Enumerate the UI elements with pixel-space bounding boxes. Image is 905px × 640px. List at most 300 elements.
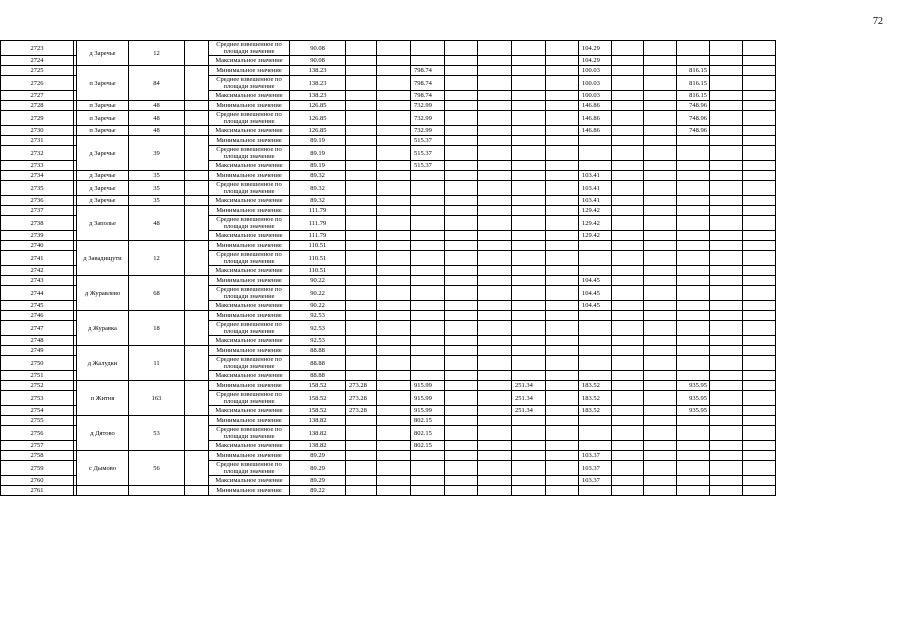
empty-cell	[346, 451, 377, 461]
empty-cell	[377, 241, 411, 251]
empty-cell	[644, 346, 677, 356]
empty-cell	[579, 311, 612, 321]
value-type-label: Минимальное значение	[209, 66, 290, 76]
value-type-label: Среднее взвешенное по площади значение	[209, 356, 290, 371]
settlement-name: п Заречье	[77, 111, 129, 126]
count-cell: 68	[129, 276, 185, 311]
empty-cell	[512, 146, 546, 161]
empty-cell	[677, 311, 710, 321]
value-cell: 90.22	[290, 286, 346, 301]
spacer-cell	[74, 56, 77, 66]
empty-cell	[612, 461, 644, 476]
empty-cell	[546, 101, 579, 111]
empty-cell	[612, 266, 644, 276]
empty-cell	[411, 461, 445, 476]
row-number: 2726	[1, 76, 74, 91]
table-row	[1, 381, 808, 391]
empty-cell	[411, 196, 445, 206]
empty-cell	[612, 356, 644, 371]
empty-cell	[346, 66, 377, 76]
settlement-name: п Заречье	[77, 66, 129, 101]
empty-cell	[743, 336, 776, 346]
settlement-name: д Журавка	[77, 311, 129, 346]
value-cell: 748.96	[677, 101, 710, 111]
empty-cell	[710, 196, 743, 206]
value-cell: 798.74	[411, 76, 445, 91]
value-type-label: Среднее взвешенное по площади значение	[209, 146, 290, 161]
row-number: 2732	[1, 146, 74, 161]
empty-cell	[644, 356, 677, 371]
count-cell: 84	[129, 66, 185, 101]
settlement-name	[77, 486, 129, 496]
empty-cell	[644, 441, 677, 451]
empty-cell	[546, 126, 579, 136]
settlement-name: д Заречье	[77, 181, 129, 196]
value-type-label: Среднее взвешенное по площади значение	[209, 391, 290, 406]
empty-cell	[411, 206, 445, 216]
empty-cell	[445, 91, 478, 101]
empty-cell	[743, 241, 776, 251]
empty-cell	[677, 441, 710, 451]
empty-cell	[677, 286, 710, 301]
row-number: 2748	[1, 336, 74, 346]
empty-cell	[710, 41, 743, 56]
empty-cell	[445, 41, 478, 56]
empty-cell	[512, 476, 546, 486]
empty-cell	[546, 381, 579, 391]
value-cell: 158.52	[290, 391, 346, 406]
value-type-label: Максимальное значение	[209, 371, 290, 381]
empty-cell	[710, 171, 743, 181]
value-cell: 103.41	[579, 171, 612, 181]
empty-cell	[445, 206, 478, 216]
empty-cell	[346, 231, 377, 241]
empty-cell	[743, 476, 776, 486]
empty-cell	[677, 206, 710, 216]
empty-cell	[612, 66, 644, 76]
value-cell: 89.32	[290, 196, 346, 206]
value-cell: 100.03	[579, 76, 612, 91]
empty-cell	[445, 76, 478, 91]
empty-cell	[644, 171, 677, 181]
empty-cell	[346, 91, 377, 101]
empty-cell	[644, 146, 677, 161]
count-cell: 12	[129, 241, 185, 276]
empty-cell	[546, 426, 579, 441]
empty-cell	[478, 391, 512, 406]
empty-cell	[478, 251, 512, 266]
empty-cell	[411, 171, 445, 181]
empty-cell	[579, 441, 612, 451]
empty-cell	[546, 416, 579, 426]
empty-cell	[743, 356, 776, 371]
empty-cell	[612, 486, 644, 496]
empty-cell	[677, 196, 710, 206]
empty-cell	[346, 111, 377, 126]
value-cell: 92.53	[290, 321, 346, 336]
empty-cell	[478, 441, 512, 451]
empty-cell	[677, 476, 710, 486]
empty-cell	[710, 451, 743, 461]
empty-cell	[512, 461, 546, 476]
empty-cell	[411, 181, 445, 196]
empty-cell	[377, 171, 411, 181]
settlement-name: д Заречье	[77, 136, 129, 171]
count-cell: 48	[129, 206, 185, 241]
empty-cell	[478, 241, 512, 251]
empty-cell	[185, 276, 209, 311]
empty-cell	[579, 486, 612, 496]
empty-cell	[644, 206, 677, 216]
empty-cell	[644, 406, 677, 416]
empty-cell	[445, 251, 478, 266]
empty-cell	[612, 451, 644, 461]
empty-cell	[512, 41, 546, 56]
empty-cell	[612, 136, 644, 146]
empty-cell	[743, 391, 776, 406]
value-type-label: Максимальное значение	[209, 441, 290, 451]
empty-cell	[710, 76, 743, 91]
empty-cell	[644, 416, 677, 426]
empty-cell	[478, 266, 512, 276]
value-cell: 273.28	[346, 381, 377, 391]
empty-cell	[579, 336, 612, 346]
table-row	[1, 241, 808, 251]
empty-cell	[743, 146, 776, 161]
row-number: 2736	[1, 196, 74, 206]
empty-cell	[644, 56, 677, 66]
row-number: 2723	[1, 41, 74, 56]
empty-cell	[546, 56, 579, 66]
value-cell: 273.28	[346, 406, 377, 416]
empty-cell	[612, 171, 644, 181]
spacer-cell	[74, 476, 77, 486]
count-cell	[129, 486, 185, 496]
empty-cell	[546, 301, 579, 311]
settlement-name: п Заречье	[77, 101, 129, 111]
value-cell: 158.52	[290, 381, 346, 391]
empty-cell	[677, 276, 710, 286]
empty-cell	[512, 451, 546, 461]
spacer-cell	[74, 266, 77, 276]
empty-cell	[377, 76, 411, 91]
value-cell: 104.45	[579, 286, 612, 301]
empty-cell	[546, 486, 579, 496]
empty-cell	[377, 146, 411, 161]
empty-cell	[743, 286, 776, 301]
empty-cell	[743, 486, 776, 496]
settlement-name: д Завадищути	[77, 241, 129, 276]
empty-cell	[478, 136, 512, 146]
data-table-container	[0, 40, 808, 496]
empty-cell	[512, 126, 546, 136]
empty-cell	[546, 476, 579, 486]
value-cell: 100.03	[579, 91, 612, 101]
count-cell: 18	[129, 311, 185, 346]
spacer-cell	[74, 161, 77, 171]
empty-cell	[612, 406, 644, 416]
row-number: 2749	[1, 346, 74, 356]
row-number: 2729	[1, 111, 74, 126]
empty-cell	[710, 381, 743, 391]
empty-cell	[644, 111, 677, 126]
empty-cell	[411, 321, 445, 336]
empty-cell	[377, 311, 411, 321]
row-number: 2753	[1, 391, 74, 406]
value-cell: 138.23	[290, 66, 346, 76]
empty-cell	[677, 356, 710, 371]
value-cell: 103.37	[579, 461, 612, 476]
empty-cell	[411, 231, 445, 241]
empty-cell	[710, 66, 743, 76]
empty-cell	[743, 416, 776, 426]
empty-cell	[346, 266, 377, 276]
empty-cell	[445, 461, 478, 476]
empty-cell	[478, 216, 512, 231]
spacer-cell	[74, 231, 77, 241]
value-cell: 732.99	[411, 101, 445, 111]
empty-cell	[710, 56, 743, 66]
empty-cell	[445, 476, 478, 486]
spacer-cell	[74, 301, 77, 311]
empty-cell	[346, 196, 377, 206]
empty-cell	[710, 216, 743, 231]
empty-cell	[546, 66, 579, 76]
empty-cell	[185, 171, 209, 181]
empty-cell	[478, 476, 512, 486]
value-cell: 138.82	[290, 426, 346, 441]
empty-cell	[445, 276, 478, 286]
empty-cell	[478, 336, 512, 346]
empty-cell	[478, 196, 512, 206]
value-type-label: Минимальное значение	[209, 136, 290, 146]
empty-cell	[346, 286, 377, 301]
spacer-cell	[74, 251, 77, 266]
empty-cell	[445, 336, 478, 346]
empty-cell	[512, 136, 546, 146]
empty-cell	[644, 426, 677, 441]
value-cell: 90.08	[290, 41, 346, 56]
spacer-cell	[74, 286, 77, 301]
empty-cell	[710, 136, 743, 146]
empty-cell	[743, 426, 776, 441]
empty-cell	[677, 301, 710, 311]
row-number: 2754	[1, 406, 74, 416]
empty-cell	[411, 356, 445, 371]
empty-cell	[743, 406, 776, 416]
settlement-name: д Журавлево	[77, 276, 129, 311]
empty-cell	[512, 161, 546, 171]
value-cell: 798.74	[411, 66, 445, 76]
table-row	[1, 416, 808, 426]
empty-cell	[445, 451, 478, 461]
value-cell: 103.41	[579, 181, 612, 196]
empty-cell	[478, 286, 512, 301]
empty-cell	[346, 171, 377, 181]
empty-cell	[644, 91, 677, 101]
empty-cell	[644, 301, 677, 311]
value-cell: 103.41	[579, 196, 612, 206]
empty-cell	[546, 181, 579, 196]
empty-cell	[710, 231, 743, 241]
empty-cell	[546, 276, 579, 286]
row-number: 2761	[1, 486, 74, 496]
empty-cell	[445, 126, 478, 136]
empty-cell	[377, 276, 411, 286]
value-type-label: Среднее взвешенное по площади значение	[209, 181, 290, 196]
empty-cell	[346, 371, 377, 381]
empty-cell	[644, 311, 677, 321]
empty-cell	[346, 346, 377, 356]
empty-cell	[612, 206, 644, 216]
empty-cell	[677, 136, 710, 146]
empty-cell	[512, 301, 546, 311]
empty-cell	[478, 301, 512, 311]
empty-cell	[346, 476, 377, 486]
empty-cell	[546, 461, 579, 476]
empty-cell	[478, 486, 512, 496]
empty-cell	[445, 311, 478, 321]
table-row	[1, 136, 808, 146]
empty-cell	[377, 451, 411, 461]
empty-cell	[546, 216, 579, 231]
value-cell: 88.88	[290, 356, 346, 371]
empty-cell	[377, 486, 411, 496]
settlement-name: д Заречье	[77, 196, 129, 206]
empty-cell	[644, 251, 677, 266]
empty-cell	[512, 231, 546, 241]
empty-cell	[710, 101, 743, 111]
empty-cell	[377, 266, 411, 276]
value-cell: 138.82	[290, 416, 346, 426]
empty-cell	[512, 356, 546, 371]
empty-cell	[512, 486, 546, 496]
empty-cell	[546, 231, 579, 241]
count-cell: 39	[129, 136, 185, 171]
value-cell: 798.74	[411, 91, 445, 101]
value-type-label: Максимальное значение	[209, 56, 290, 66]
settlement-name: д Жалудки	[77, 346, 129, 381]
row-number: 2759	[1, 461, 74, 476]
settlement-name: д Заполье	[77, 206, 129, 241]
empty-cell	[445, 286, 478, 301]
empty-cell	[445, 356, 478, 371]
page-number: 72	[873, 16, 883, 27]
value-cell: 129.42	[579, 206, 612, 216]
empty-cell	[377, 476, 411, 486]
empty-cell	[377, 441, 411, 451]
empty-cell	[512, 276, 546, 286]
value-cell: 111.79	[290, 216, 346, 231]
value-type-label: Минимальное значение	[209, 346, 290, 356]
empty-cell	[644, 196, 677, 206]
empty-cell	[612, 426, 644, 441]
empty-cell	[677, 371, 710, 381]
empty-cell	[743, 196, 776, 206]
value-cell: 515.37	[411, 161, 445, 171]
empty-cell	[185, 486, 209, 496]
value-cell: 515.37	[411, 146, 445, 161]
empty-cell	[377, 101, 411, 111]
empty-cell	[185, 206, 209, 241]
empty-cell	[478, 56, 512, 66]
empty-cell	[612, 251, 644, 266]
empty-cell	[445, 136, 478, 146]
value-cell: 183.52	[579, 381, 612, 391]
value-cell: 100.03	[579, 66, 612, 76]
empty-cell	[546, 146, 579, 161]
value-cell: 138.23	[290, 76, 346, 91]
value-type-label: Минимальное значение	[209, 206, 290, 216]
row-number: 2746	[1, 311, 74, 321]
count-cell: 35	[129, 171, 185, 181]
empty-cell	[644, 371, 677, 381]
row-number: 2735	[1, 181, 74, 196]
empty-cell	[644, 321, 677, 336]
empty-cell	[710, 126, 743, 136]
spacer-cell	[74, 371, 77, 381]
empty-cell	[546, 371, 579, 381]
empty-cell	[677, 41, 710, 56]
value-cell: 802.15	[411, 441, 445, 451]
table-row	[1, 66, 808, 76]
empty-cell	[710, 266, 743, 276]
table-row	[1, 126, 808, 136]
empty-cell	[478, 231, 512, 241]
count-cell: 11	[129, 346, 185, 381]
empty-cell	[411, 346, 445, 356]
empty-cell	[445, 381, 478, 391]
empty-cell	[743, 111, 776, 126]
value-cell: 89.19	[290, 146, 346, 161]
empty-cell	[612, 476, 644, 486]
empty-cell	[377, 346, 411, 356]
empty-cell	[185, 381, 209, 416]
value-type-label: Максимальное значение	[209, 266, 290, 276]
count-cell: 35	[129, 181, 185, 196]
empty-cell	[512, 416, 546, 426]
settlement-name: д Заречье	[77, 171, 129, 181]
empty-cell	[644, 266, 677, 276]
empty-cell	[743, 56, 776, 66]
empty-cell	[346, 126, 377, 136]
value-cell: 111.79	[290, 231, 346, 241]
empty-cell	[579, 321, 612, 336]
empty-cell	[644, 101, 677, 111]
empty-cell	[377, 181, 411, 196]
empty-cell	[710, 461, 743, 476]
value-cell: 816.15	[677, 76, 710, 91]
empty-cell	[346, 441, 377, 451]
empty-cell	[546, 196, 579, 206]
empty-cell	[411, 301, 445, 311]
value-type-label: Максимальное значение	[209, 231, 290, 241]
row-number: 2751	[1, 371, 74, 381]
empty-cell	[512, 101, 546, 111]
settlement-name: д Дятово	[77, 416, 129, 451]
empty-cell	[710, 406, 743, 416]
empty-cell	[185, 111, 209, 126]
empty-cell	[445, 241, 478, 251]
row-number: 2750	[1, 356, 74, 371]
empty-cell	[346, 251, 377, 266]
empty-cell	[677, 451, 710, 461]
empty-cell	[185, 126, 209, 136]
empty-cell	[612, 146, 644, 161]
spacer-cell	[74, 76, 77, 91]
empty-cell	[377, 251, 411, 266]
value-cell: 89.29	[290, 451, 346, 461]
